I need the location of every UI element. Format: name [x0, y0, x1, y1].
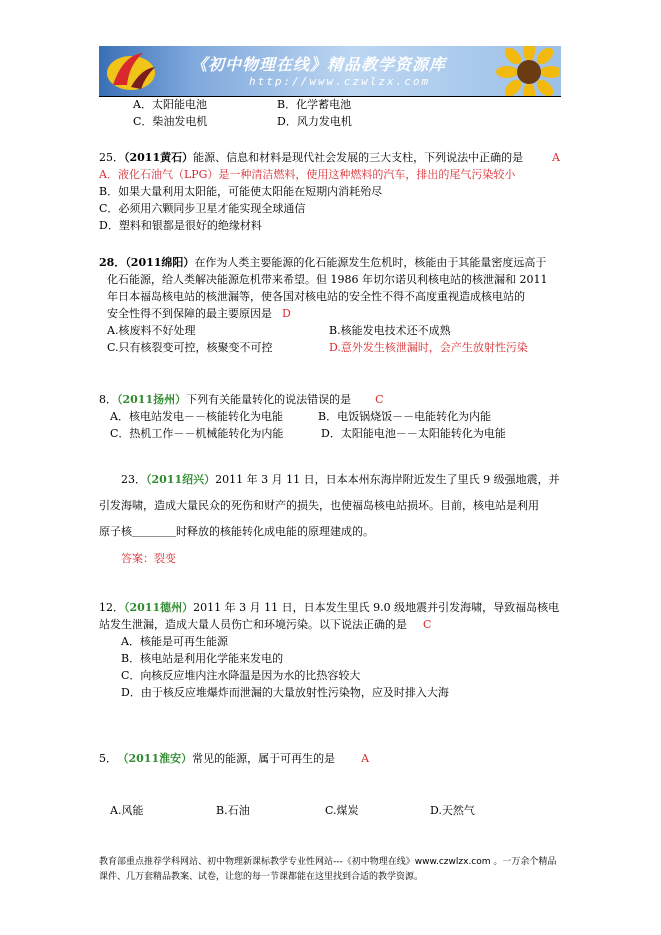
- q12-option-c: C．向核反应堆内注水降温是因为水的比热容较大: [121, 669, 361, 682]
- q8-option-c: C．热机工作－－机械能转化为内能: [110, 427, 284, 440]
- q12-option-a: A．核能是可再生能源: [121, 635, 228, 648]
- q12-line-2-text: 站发生泄漏，造成大量人员伤亡和环境污染。以下说法正确的是: [99, 618, 407, 631]
- q28-option-a: A.核废料不好处理: [107, 324, 196, 337]
- q12-stem-line-2: [99, 617, 431, 633]
- q23-number: 23．: [121, 473, 146, 486]
- q28-stem-line-1: [99, 255, 546, 271]
- q8-source: （2011扬州）: [117, 393, 187, 406]
- q25-option-b: B．如果大量利用太阳能，可能使太阳能在短期内消耗殆尽: [99, 185, 383, 198]
- q25-stem: [99, 150, 523, 166]
- q5-option-c: C.煤炭: [325, 804, 359, 817]
- q28-option-d: D.意外发生核泄漏时，会产生放射性污染: [329, 341, 528, 354]
- q8-stem: [99, 392, 384, 408]
- sunflower-icon: [489, 46, 559, 96]
- q25-source: （2011黄石）: [124, 151, 194, 164]
- q12-option-b: B．核电站是利用化学能来发电的: [121, 652, 284, 665]
- q28-option-c: C.只有核裂变可控，核聚变不可控: [107, 341, 273, 354]
- q5-stem: [99, 751, 369, 767]
- q28-stem-line-4: [107, 306, 291, 322]
- q8-option-b: B．电饭锅烧饭－－电能转化为内能: [318, 410, 492, 423]
- q-top-option-c: C．柴油发电机: [133, 115, 208, 128]
- q12-answer: C: [423, 618, 432, 631]
- q25-option-a: A．液化石油气（LPG）是一种清洁燃料，使用这种燃料的汽车，排出的尾气污染较小: [99, 168, 516, 181]
- q5-source: （2011淮安）: [123, 752, 193, 765]
- q28-line-4-text: 安全性得不到保障的最主要原因是: [107, 307, 272, 320]
- q5-option-b: B.石油: [216, 804, 250, 817]
- q28-stem-line-3: 年日本福岛核电站的核泄漏等，使各国对核电站的安全性不得不高度重视造成核电站的: [107, 290, 525, 303]
- q23-line-1-text: 2011 年 3 月 11 日，日本本州东海岸附近发生了里氏 9 级强地震，并: [215, 473, 560, 486]
- header-banner: [99, 46, 561, 96]
- page-footer: 教育部重点推荐学科网站、初中物理新课标教学专业性网站---《初中物理在线》www.czwlzx.com 。一万余个精品课件、几万套精品教案、试卷，让您的每一节课都能在这里找到合适的教学资源。: [99, 857, 557, 882]
- q5-option-a: A.风能: [110, 804, 144, 817]
- q8-option-a: A．核电站发电－－核能转化为电能: [110, 410, 283, 423]
- q12-source: （2011德州）: [124, 601, 194, 614]
- site-logo-icon: [101, 49, 159, 93]
- site-title: 《初中物理在线》精品教学资源库: [191, 55, 447, 74]
- q25-option-d: D．塑料和银都是很好的绝缘材料: [99, 219, 262, 232]
- q28-source: （2011绵阳）: [125, 256, 195, 269]
- q23-source: （2011绍兴）: [146, 473, 216, 486]
- q28-line-1-text: 在作为人类主要能源的化石能源发生危机时，核能由于其能量密度远高于: [194, 256, 547, 269]
- q5-answer: A: [361, 752, 370, 765]
- q23-answer: 答案：裂变: [121, 552, 176, 565]
- q23-stem-line-2: 引发海啸，造成大量民众的死伤和财产的损失，也使福岛核电站损坏。目前，核电站是利用: [99, 499, 539, 512]
- q5-stem-text: 常见的能源，属于可再生的是: [192, 752, 336, 765]
- q12-option-d: D．由于核反应堆爆炸而泄漏的大量放射性污染物，应及时排入大海: [121, 686, 449, 699]
- q28-answer: D: [282, 307, 291, 320]
- q12-number: 12．: [99, 601, 124, 614]
- q8-stem-text: 下列有关能量转化的说法错误的是: [186, 393, 352, 406]
- q25-option-c: C．必须用六颗同步卫星才能实现全球通信: [99, 202, 306, 215]
- q28-stem-line-2: 化石能源，给人类解决能源危机带来希望。但 1986 年切尔诺贝利核电站的核泄漏和 2011: [107, 273, 548, 286]
- q23-stem-line-3: 原子核＿＿＿＿时释放的核能转化成电能的原理建成的。: [99, 525, 374, 538]
- q12-line-1-text: 2011 年 3 月 11 日，日本发生里氏 9.0 级地震并引发海啸，导致福岛核电: [193, 601, 560, 614]
- q5-number: 5．: [99, 752, 117, 765]
- q25-number: 25．: [99, 151, 124, 164]
- q23-stem-line-1: [121, 470, 560, 490]
- q28-number: 28．: [99, 256, 126, 269]
- q25-answer: A: [552, 151, 560, 164]
- q8-answer: C: [375, 393, 384, 406]
- q-top-option-b: B．化学蓄电池: [277, 98, 352, 111]
- site-url[interactable]: http://www.czwlzx.com: [249, 75, 431, 88]
- q25-stem-text: 能源、信息和材料是现代社会发展的三大支柱，下列说法中正确的是: [193, 151, 524, 164]
- q12-stem-line-1: [99, 600, 559, 616]
- q8-option-d: D．太阳能电池－－太阳能转化为电能: [321, 427, 506, 440]
- q5-option-d: D.天然气: [430, 804, 475, 817]
- q8-number: 8．: [99, 393, 117, 406]
- q-top-option-d: D．风力发电机: [277, 115, 352, 128]
- q-top-option-a: A．太阳能电池: [133, 98, 207, 111]
- q28-option-b: B.核能发电技术还不成熟: [329, 324, 451, 337]
